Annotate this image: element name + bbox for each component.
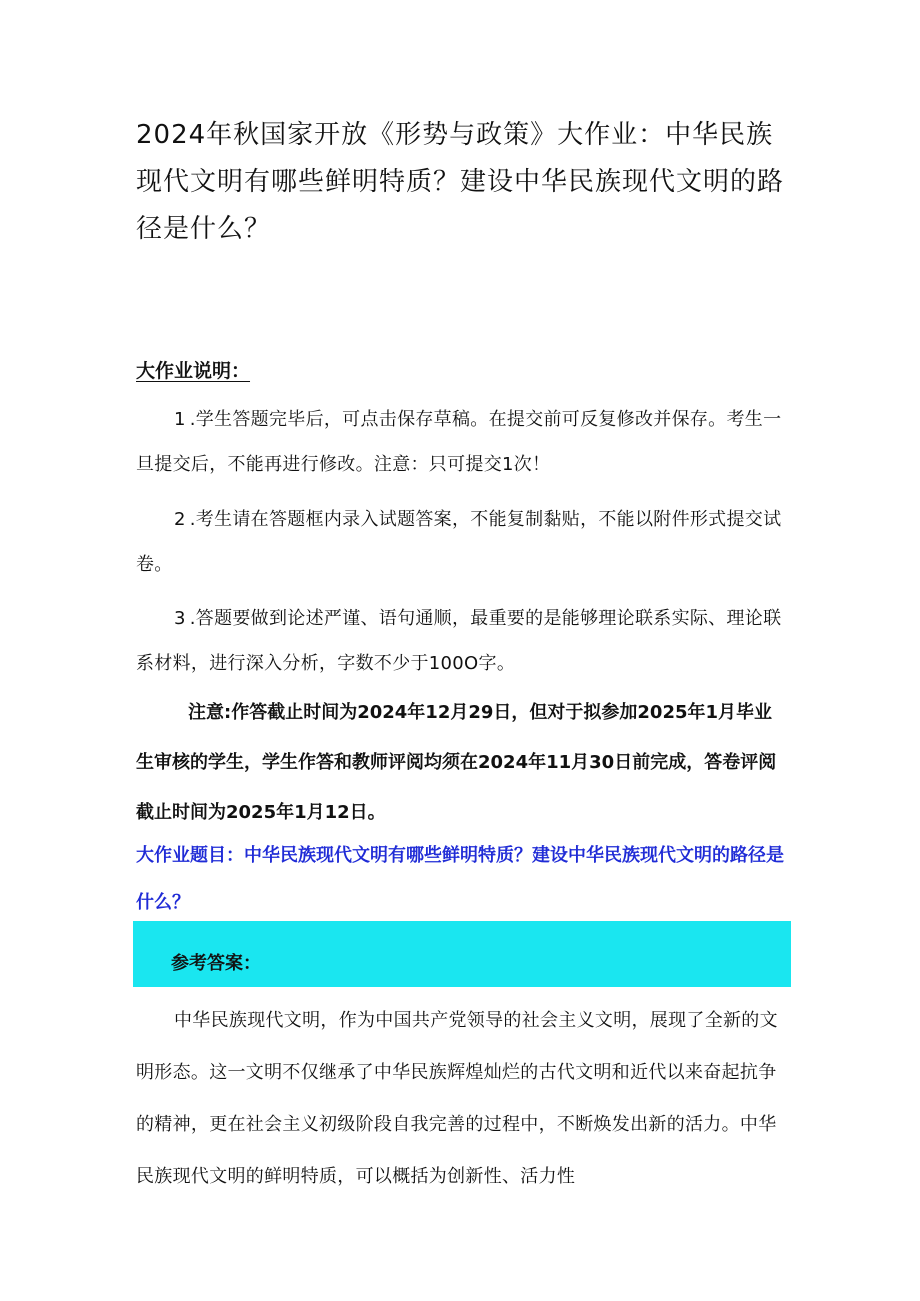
instruction-item-3 [136,596,786,686]
instruction-number: 2 [174,509,186,530]
instruction-item-2 [136,497,786,587]
assignment-topic: 大作业题目：中华民族现代文明有哪些鲜明特质？建设中华民族现代文明的路径是什么？ [136,845,784,913]
instructions-heading: 大作业说明： [136,360,251,382]
instruction-text: .学生答题完毕后，可点击保存草稿。在提交前可反复修改并保存。考生一旦提交后，不能再进行修改。注意：只可提交1次！ [136,409,782,475]
instruction-text: .答题要做到论述严谨、语句通顺，最重要的是能够理论联系实际、理论联系材料，进行深入分析，字数不少于100O字。 [136,608,782,674]
deadline-notice: 注意:作答截止时间为2024年12月29日，但对于拟参加2025年1月毕业生审核的学生，学生作答和教师评阅均须在2024年11月30日前完成，答卷评阅截止时间为2025年1月12日。 [136,702,777,823]
answer-highlight-bar [133,921,791,987]
instruction-number: 3 [174,608,186,629]
instruction-number: 1 [174,409,186,430]
document-title: 2024年秋国家开放《形势与政策》大作业：中华民族现代文明有哪些鲜明特质？建设中华民族现代文明的路径是什么？ [136,120,785,244]
instruction-item-1 [136,397,786,487]
instruction-text: .考生请在答题框内录入试题答案，不能复制黏贴，不能以附件形式提交试卷。 [136,509,782,575]
answer-label: 参考答案： [171,953,261,974]
answer-body: 中华民族现代文明，作为中国共产党领导的社会主义文明，展现了全新的文明形态。这一文明不仅继承了中华民族辉煌灿烂的古代文明和近代以来奋起抗争的精神，更在社会主义初级阶段自我完善的过程中，不断焕发出新的活力。中华民族现代文明的鲜明特质，可以概括为创新性、活力性 [136,1010,778,1187]
